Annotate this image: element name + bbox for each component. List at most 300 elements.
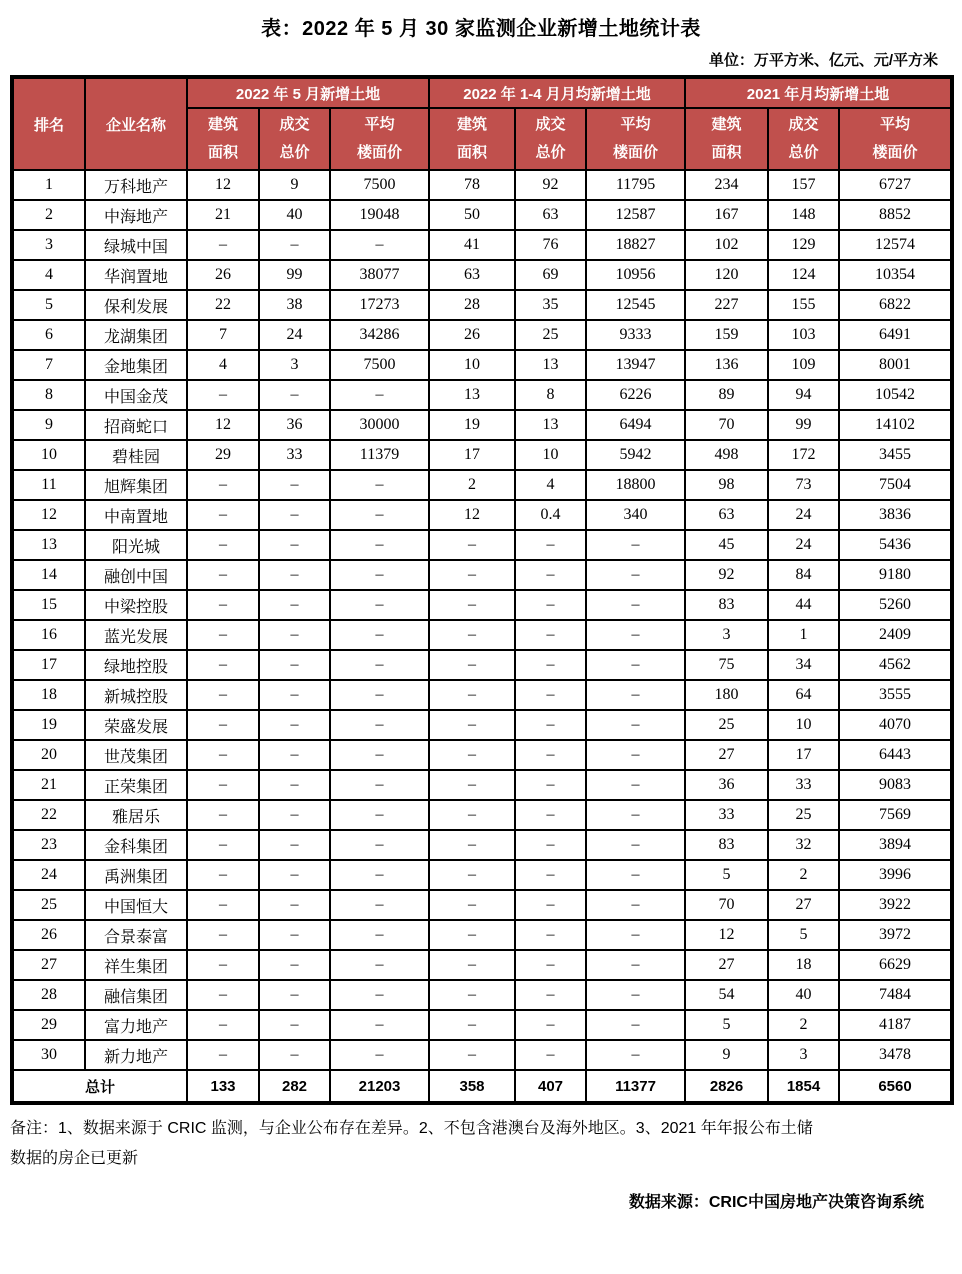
value-cell: 0.4: [515, 500, 586, 530]
value-cell: –: [330, 1010, 429, 1040]
value-cell: –: [259, 890, 330, 920]
value-cell: 9: [685, 1040, 768, 1070]
value-cell: 17: [768, 740, 839, 770]
value-cell: 40: [259, 200, 330, 230]
company-name-cell: 龙湖集团: [85, 320, 187, 350]
company-name-cell: 金科集团: [85, 830, 187, 860]
value-cell: 98: [685, 470, 768, 500]
value-cell: 3836: [839, 500, 952, 530]
value-cell: –: [586, 710, 685, 740]
value-cell: 120: [685, 260, 768, 290]
value-cell: –: [330, 800, 429, 830]
company-name-cell: 蓝光发展: [85, 620, 187, 650]
col-header-avg-floor-price-g1: 平均 楼面价: [330, 108, 429, 170]
value-cell: –: [515, 890, 586, 920]
value-cell: 9: [259, 170, 330, 200]
value-cell: 70: [685, 890, 768, 920]
table-row: [12, 710, 952, 740]
value-cell: 102: [685, 230, 768, 260]
value-cell: 27: [685, 740, 768, 770]
value-cell: –: [187, 680, 259, 710]
rank-cell: 13: [12, 530, 85, 560]
total-value: 133: [187, 1070, 259, 1103]
value-cell: –: [429, 1010, 515, 1040]
value-cell: 2: [429, 470, 515, 500]
value-cell: –: [187, 530, 259, 560]
value-cell: –: [259, 230, 330, 260]
value-cell: –: [429, 530, 515, 560]
value-cell: –: [515, 770, 586, 800]
value-cell: –: [187, 620, 259, 650]
rank-cell: 2: [12, 200, 85, 230]
col-header-company: 企业名称: [85, 77, 187, 170]
value-cell: –: [429, 950, 515, 980]
rank-cell: 27: [12, 950, 85, 980]
value-cell: –: [259, 1040, 330, 1070]
value-cell: –: [187, 980, 259, 1010]
total-value: 21203: [330, 1070, 429, 1103]
rank-cell: 17: [12, 650, 85, 680]
value-cell: –: [187, 860, 259, 890]
value-cell: –: [429, 740, 515, 770]
value-cell: 76: [515, 230, 586, 260]
value-cell: –: [259, 770, 330, 800]
value-cell: –: [429, 650, 515, 680]
table-row: [12, 800, 952, 830]
value-cell: –: [515, 1040, 586, 1070]
value-cell: –: [429, 680, 515, 710]
value-cell: 3478: [839, 1040, 952, 1070]
value-cell: 63: [685, 500, 768, 530]
company-name-cell: 保利发展: [85, 290, 187, 320]
value-cell: 10956: [586, 260, 685, 290]
value-cell: –: [259, 380, 330, 410]
value-cell: 33: [685, 800, 768, 830]
value-cell: –: [330, 980, 429, 1010]
total-value: 6560: [839, 1070, 952, 1103]
value-cell: 25: [515, 320, 586, 350]
value-cell: –: [429, 890, 515, 920]
company-name-cell: 绿地控股: [85, 650, 187, 680]
rank-cell: 26: [12, 920, 85, 950]
table-row: [12, 260, 952, 290]
value-cell: –: [429, 560, 515, 590]
value-cell: 84: [768, 560, 839, 590]
value-cell: 40: [768, 980, 839, 1010]
value-cell: –: [330, 560, 429, 590]
value-cell: –: [187, 770, 259, 800]
value-cell: 18: [768, 950, 839, 980]
value-cell: –: [259, 860, 330, 890]
table-row: [12, 590, 952, 620]
company-name-cell: 富力地产: [85, 1010, 187, 1040]
value-cell: 19048: [330, 200, 429, 230]
value-cell: –: [330, 500, 429, 530]
value-cell: –: [259, 1010, 330, 1040]
value-cell: 3: [768, 1040, 839, 1070]
value-cell: –: [330, 620, 429, 650]
value-cell: 9083: [839, 770, 952, 800]
value-cell: 34286: [330, 320, 429, 350]
total-value: 282: [259, 1070, 330, 1103]
value-cell: 10: [768, 710, 839, 740]
value-cell: –: [330, 710, 429, 740]
value-cell: 4: [515, 470, 586, 500]
table-row: [12, 890, 952, 920]
value-cell: 340: [586, 500, 685, 530]
value-cell: 6491: [839, 320, 952, 350]
value-cell: 70: [685, 410, 768, 440]
value-cell: 24: [768, 530, 839, 560]
value-cell: 5: [685, 1010, 768, 1040]
value-cell: 21: [187, 200, 259, 230]
value-cell: –: [187, 560, 259, 590]
value-cell: 64: [768, 680, 839, 710]
rank-cell: 20: [12, 740, 85, 770]
company-name-cell: 雅居乐: [85, 800, 187, 830]
table-row: [12, 830, 952, 860]
value-cell: –: [429, 920, 515, 950]
value-cell: 11379: [330, 440, 429, 470]
col-group-may-2022: 2022 年 5 月新增土地: [187, 77, 429, 108]
value-cell: 5: [768, 920, 839, 950]
value-cell: 167: [685, 200, 768, 230]
value-cell: 11795: [586, 170, 685, 200]
value-cell: –: [515, 830, 586, 860]
value-cell: 7504: [839, 470, 952, 500]
total-row: [12, 1070, 952, 1103]
value-cell: 13947: [586, 350, 685, 380]
value-cell: 3: [259, 350, 330, 380]
value-cell: –: [259, 590, 330, 620]
value-cell: 6443: [839, 740, 952, 770]
company-name-cell: 祥生集团: [85, 950, 187, 980]
value-cell: 36: [259, 410, 330, 440]
rank-cell: 25: [12, 890, 85, 920]
total-value: 2826: [685, 1070, 768, 1103]
rank-cell: 8: [12, 380, 85, 410]
value-cell: 99: [259, 260, 330, 290]
table-row: [12, 980, 952, 1010]
table-row: [12, 470, 952, 500]
value-cell: 180: [685, 680, 768, 710]
rank-cell: 9: [12, 410, 85, 440]
table-row: [12, 770, 952, 800]
col-header-building-area-g2: 建筑 面积: [429, 108, 515, 170]
company-name-cell: 华润置地: [85, 260, 187, 290]
rank-cell: 4: [12, 260, 85, 290]
value-cell: –: [330, 860, 429, 890]
value-cell: –: [259, 470, 330, 500]
value-cell: –: [515, 860, 586, 890]
value-cell: 94: [768, 380, 839, 410]
value-cell: 18800: [586, 470, 685, 500]
value-cell: 54: [685, 980, 768, 1010]
table-row: [12, 920, 952, 950]
value-cell: –: [259, 980, 330, 1010]
rank-cell: 6: [12, 320, 85, 350]
value-cell: 4070: [839, 710, 952, 740]
value-cell: –: [259, 560, 330, 590]
company-name-cell: 中南置地: [85, 500, 187, 530]
value-cell: –: [330, 740, 429, 770]
value-cell: –: [259, 650, 330, 680]
value-cell: –: [330, 920, 429, 950]
value-cell: 10354: [839, 260, 952, 290]
value-cell: 13: [515, 410, 586, 440]
value-cell: –: [515, 1010, 586, 1040]
value-cell: –: [429, 620, 515, 650]
value-cell: 36: [685, 770, 768, 800]
rank-cell: 12: [12, 500, 85, 530]
value-cell: –: [330, 950, 429, 980]
col-header-total-price-g1: 成交 总价: [259, 108, 330, 170]
value-cell: 227: [685, 290, 768, 320]
company-name-cell: 绿城中国: [85, 230, 187, 260]
rank-cell: 5: [12, 290, 85, 320]
value-cell: 99: [768, 410, 839, 440]
rank-cell: 3: [12, 230, 85, 260]
company-name-cell: 招商蛇口: [85, 410, 187, 440]
value-cell: 7569: [839, 800, 952, 830]
value-cell: –: [429, 830, 515, 860]
value-cell: 89: [685, 380, 768, 410]
value-cell: 12: [187, 410, 259, 440]
rank-cell: 23: [12, 830, 85, 860]
value-cell: 92: [515, 170, 586, 200]
table-row: [12, 380, 952, 410]
value-cell: 159: [685, 320, 768, 350]
value-cell: 7484: [839, 980, 952, 1010]
value-cell: –: [515, 710, 586, 740]
value-cell: –: [187, 920, 259, 950]
value-cell: –: [330, 830, 429, 860]
value-cell: –: [586, 620, 685, 650]
table-row: [12, 620, 952, 650]
value-cell: 5: [685, 860, 768, 890]
value-cell: 63: [429, 260, 515, 290]
company-name-cell: 中海地产: [85, 200, 187, 230]
value-cell: –: [259, 920, 330, 950]
value-cell: –: [586, 650, 685, 680]
col-header-total-price-g2: 成交 总价: [515, 108, 586, 170]
table-row: [12, 1040, 952, 1070]
value-cell: 6226: [586, 380, 685, 410]
value-cell: –: [515, 560, 586, 590]
value-cell: –: [259, 680, 330, 710]
value-cell: 3: [685, 620, 768, 650]
value-cell: 5942: [586, 440, 685, 470]
value-cell: 5436: [839, 530, 952, 560]
value-cell: –: [586, 770, 685, 800]
footnotes: [10, 1114, 952, 1173]
value-cell: –: [429, 860, 515, 890]
value-cell: 1: [768, 620, 839, 650]
value-cell: 69: [515, 260, 586, 290]
value-cell: –: [429, 590, 515, 620]
value-cell: –: [330, 230, 429, 260]
table-row: [12, 650, 952, 680]
value-cell: 6629: [839, 950, 952, 980]
land-statistics-table: [10, 75, 954, 1105]
value-cell: 25: [685, 710, 768, 740]
value-cell: 50: [429, 200, 515, 230]
value-cell: 38: [259, 290, 330, 320]
value-cell: –: [187, 230, 259, 260]
value-cell: –: [330, 650, 429, 680]
value-cell: –: [586, 1010, 685, 1040]
table-row: [12, 290, 952, 320]
value-cell: 148: [768, 200, 839, 230]
value-cell: 32: [768, 830, 839, 860]
value-cell: 12: [429, 500, 515, 530]
value-cell: 3922: [839, 890, 952, 920]
table-row: [12, 440, 952, 470]
value-cell: 8001: [839, 350, 952, 380]
value-cell: –: [259, 710, 330, 740]
value-cell: 92: [685, 560, 768, 590]
rank-cell: 10: [12, 440, 85, 470]
table-row: [12, 560, 952, 590]
value-cell: 41: [429, 230, 515, 260]
value-cell: –: [187, 890, 259, 920]
value-cell: –: [187, 1040, 259, 1070]
value-cell: –: [515, 920, 586, 950]
rank-cell: 14: [12, 560, 85, 590]
table-row: [12, 500, 952, 530]
value-cell: –: [187, 830, 259, 860]
value-cell: 3455: [839, 440, 952, 470]
company-name-cell: 旭辉集团: [85, 470, 187, 500]
value-cell: 25: [768, 800, 839, 830]
value-cell: 33: [768, 770, 839, 800]
value-cell: –: [259, 800, 330, 830]
col-header-avg-floor-price-g2: 平均 楼面价: [586, 108, 685, 170]
col-group-jan-apr-2022-avg: 2022 年 1-4 月月均新增土地: [429, 77, 685, 108]
value-cell: 7500: [330, 170, 429, 200]
value-cell: 109: [768, 350, 839, 380]
value-cell: 13: [515, 350, 586, 380]
table-row: [12, 1010, 952, 1040]
value-cell: –: [586, 800, 685, 830]
value-cell: 5260: [839, 590, 952, 620]
table-row: [12, 350, 952, 380]
value-cell: –: [586, 980, 685, 1010]
value-cell: 29: [187, 440, 259, 470]
value-cell: –: [515, 680, 586, 710]
col-header-avg-floor-price-g3: 平均 楼面价: [839, 108, 952, 170]
value-cell: –: [429, 980, 515, 1010]
company-name-cell: 中国金茂: [85, 380, 187, 410]
value-cell: –: [515, 800, 586, 830]
value-cell: 2409: [839, 620, 952, 650]
value-cell: 4562: [839, 650, 952, 680]
value-cell: –: [187, 500, 259, 530]
value-cell: –: [429, 800, 515, 830]
value-cell: –: [187, 650, 259, 680]
col-header-building-area-g1: 建筑 面积: [187, 108, 259, 170]
value-cell: –: [330, 890, 429, 920]
company-name-cell: 世茂集团: [85, 740, 187, 770]
value-cell: 78: [429, 170, 515, 200]
company-name-cell: 新力地产: [85, 1040, 187, 1070]
rank-cell: 19: [12, 710, 85, 740]
rank-cell: 1: [12, 170, 85, 200]
value-cell: –: [586, 920, 685, 950]
value-cell: –: [515, 620, 586, 650]
value-cell: –: [515, 530, 586, 560]
value-cell: –: [586, 560, 685, 590]
value-cell: 10542: [839, 380, 952, 410]
col-group-2021-avg: 2021 年月均新增土地: [685, 77, 952, 108]
rank-cell: 28: [12, 980, 85, 1010]
value-cell: 7500: [330, 350, 429, 380]
value-cell: 129: [768, 230, 839, 260]
value-cell: –: [259, 620, 330, 650]
col-header-building-area-g3: 建筑 面积: [685, 108, 768, 170]
value-cell: 33: [259, 440, 330, 470]
value-cell: 10: [429, 350, 515, 380]
value-cell: –: [586, 830, 685, 860]
value-cell: 75: [685, 650, 768, 680]
value-cell: –: [259, 530, 330, 560]
value-cell: –: [429, 1040, 515, 1070]
col-header-total-price-g3: 成交 总价: [768, 108, 839, 170]
table-row: [12, 740, 952, 770]
value-cell: 3555: [839, 680, 952, 710]
value-cell: –: [429, 710, 515, 740]
value-cell: 27: [768, 890, 839, 920]
value-cell: –: [187, 740, 259, 770]
company-name-cell: 正荣集团: [85, 770, 187, 800]
value-cell: 10: [515, 440, 586, 470]
value-cell: 2: [768, 1010, 839, 1040]
value-cell: –: [429, 770, 515, 800]
value-cell: –: [259, 950, 330, 980]
value-cell: 4187: [839, 1010, 952, 1040]
value-cell: –: [586, 860, 685, 890]
value-cell: 124: [768, 260, 839, 290]
value-cell: –: [586, 680, 685, 710]
value-cell: 234: [685, 170, 768, 200]
value-cell: –: [187, 1010, 259, 1040]
value-cell: –: [187, 950, 259, 980]
value-cell: 4: [187, 350, 259, 380]
company-name-cell: 中梁控股: [85, 590, 187, 620]
value-cell: –: [515, 740, 586, 770]
value-cell: –: [259, 830, 330, 860]
table-row: [12, 530, 952, 560]
table-row: [12, 950, 952, 980]
value-cell: 13: [429, 380, 515, 410]
company-name-cell: 融信集团: [85, 980, 187, 1010]
rank-cell: 21: [12, 770, 85, 800]
value-cell: 28: [429, 290, 515, 320]
value-cell: –: [187, 710, 259, 740]
rank-cell: 15: [12, 590, 85, 620]
value-cell: 12574: [839, 230, 952, 260]
table-title: 表：2022 年 5 月 30 家监测企业新增土地统计表: [261, 18, 701, 40]
rank-cell: 29: [12, 1010, 85, 1040]
rank-cell: 30: [12, 1040, 85, 1070]
rank-cell: 22: [12, 800, 85, 830]
value-cell: 155: [768, 290, 839, 320]
rank-cell: 7: [12, 350, 85, 380]
value-cell: 27: [685, 950, 768, 980]
value-cell: 172: [768, 440, 839, 470]
company-name-cell: 中国恒大: [85, 890, 187, 920]
col-header-rank: 排名: [12, 77, 85, 170]
